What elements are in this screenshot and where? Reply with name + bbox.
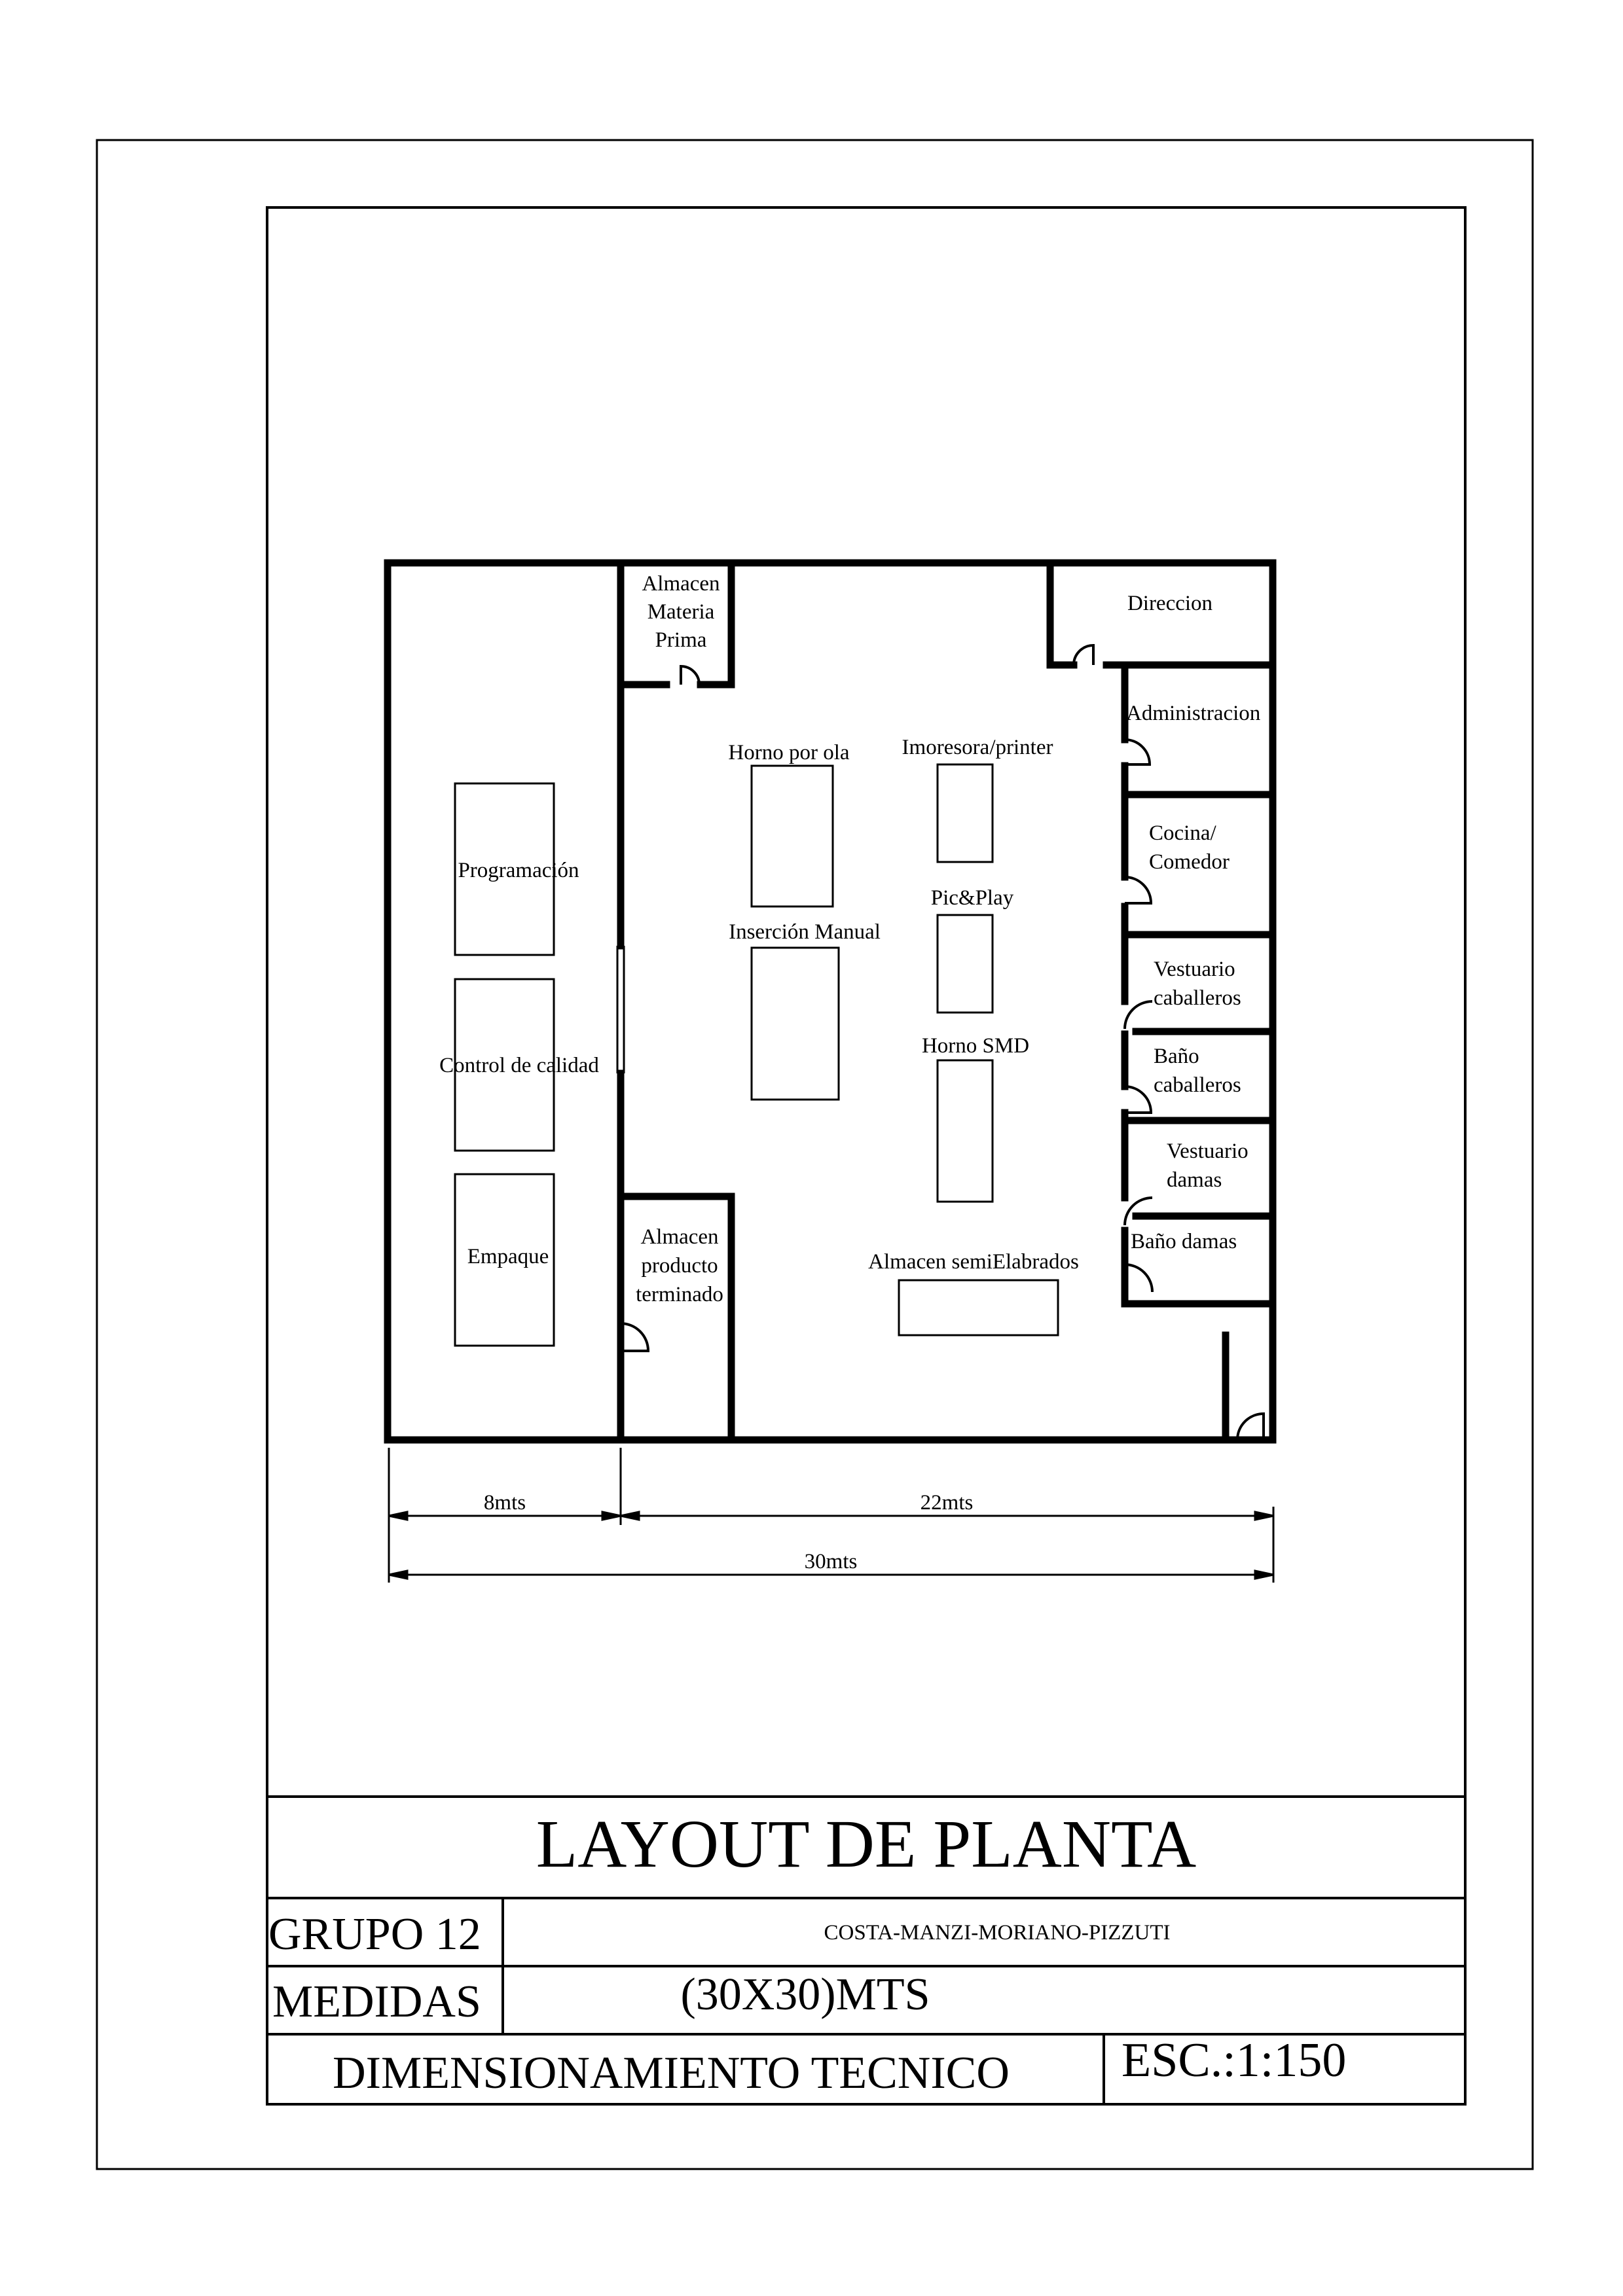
- storage-semielaborados: [899, 1280, 1058, 1335]
- label-programacion: Programación: [458, 859, 579, 882]
- label-horno-smd: Horno SMD: [921, 1034, 1030, 1058]
- label-control-calidad: Control de calidad: [439, 1054, 599, 1077]
- dim-arrow: [389, 1571, 407, 1579]
- label-pic-play: Pic&Play: [930, 886, 1014, 910]
- door-producto-terminado: [621, 1323, 648, 1351]
- label-insercion-manual: Inserción Manual: [729, 920, 881, 944]
- room-bano-caballeros-line2: caballeros: [1154, 1073, 1241, 1097]
- room-vestuario-damas-line2: damas: [1167, 1168, 1222, 1192]
- room-almacen-producto-terminado-line1: Almacen: [640, 1225, 719, 1249]
- door-bano-caballeros: [1125, 1086, 1151, 1113]
- machine-horno-smd: [938, 1060, 993, 1202]
- exterior-wall: [388, 563, 1273, 1440]
- room-almacen-producto-terminado-line2: producto: [641, 1254, 718, 1278]
- machine-pic-play: [938, 915, 993, 1013]
- door-vestuario-caballeros: [1125, 1001, 1152, 1029]
- dim-label-8mts: 8mts: [483, 1491, 526, 1515]
- subject-text: DIMENSIONAMIENTO TECNICO: [333, 2048, 1010, 2098]
- dim-arrow: [602, 1512, 621, 1520]
- title-layout-de-planta: LAYOUT DE PLANTA: [536, 1806, 1197, 1882]
- authors-text: COSTA-MANZI-MORIANO-PIZZUTI: [824, 1921, 1171, 1945]
- room-direccion-label: Direccion: [1127, 592, 1213, 615]
- room-almacen-materia-prima-line2: Materia: [647, 600, 715, 624]
- machine-horno-ola: [752, 766, 833, 906]
- floor-plan: [388, 563, 1273, 1440]
- door-almacen-mp: [681, 666, 699, 685]
- partition-opening: [617, 946, 624, 1073]
- door-vestuario-damas: [1125, 1198, 1152, 1225]
- wall-direccion: [1050, 563, 1074, 665]
- room-bano-caballeros-line1: Baño: [1154, 1045, 1199, 1068]
- door-administracion: [1125, 740, 1150, 764]
- room-administracion-label: Administracion: [1126, 702, 1261, 725]
- room-almacen-producto-terminado-line3: terminado: [636, 1283, 723, 1306]
- room-almacen-materia-prima-line1: Almacen: [642, 572, 720, 596]
- dim-arrow: [1255, 1512, 1273, 1520]
- room-vestuario-damas-line1: Vestuario: [1167, 1139, 1249, 1163]
- label-empaque: Empaque: [467, 1245, 549, 1268]
- room-bano-damas-label: Baño damas: [1131, 1230, 1237, 1253]
- room-cocina-line2: Comedor: [1149, 850, 1230, 874]
- label-horno-ola: Horno por ola: [728, 741, 850, 764]
- dim-arrow: [1255, 1571, 1273, 1579]
- door-cocina: [1125, 877, 1151, 903]
- machine-impresora: [938, 764, 993, 862]
- room-vestuario-caballeros-line2: caballeros: [1154, 986, 1241, 1010]
- label-almacen-semielaborados: Almacen semiElabrados: [868, 1250, 1079, 1274]
- room-almacen-materia-prima-line3: Prima: [655, 628, 707, 652]
- dim-arrow: [621, 1512, 639, 1520]
- label-impresora: Imoresora/printer: [902, 736, 1053, 759]
- room-cocina-line1: Cocina/: [1149, 821, 1216, 845]
- medidas-value: (30X30)MTS: [680, 1969, 930, 2020]
- scale-text: ESC.:1:150: [1122, 2034, 1347, 2087]
- medidas-label: MEDIDAS: [272, 1977, 481, 2027]
- door-bano-damas: [1125, 1265, 1152, 1292]
- machine-insercion-manual: [752, 948, 839, 1100]
- door-exit: [1237, 1414, 1264, 1440]
- dim-label-30mts: 30mts: [804, 1550, 858, 1573]
- grupo-label: GRUPO 12: [268, 1909, 481, 1960]
- dim-arrow: [389, 1512, 407, 1520]
- room-vestuario-caballeros-line1: Vestuario: [1154, 958, 1235, 981]
- dim-label-22mts: 22mts: [920, 1491, 974, 1515]
